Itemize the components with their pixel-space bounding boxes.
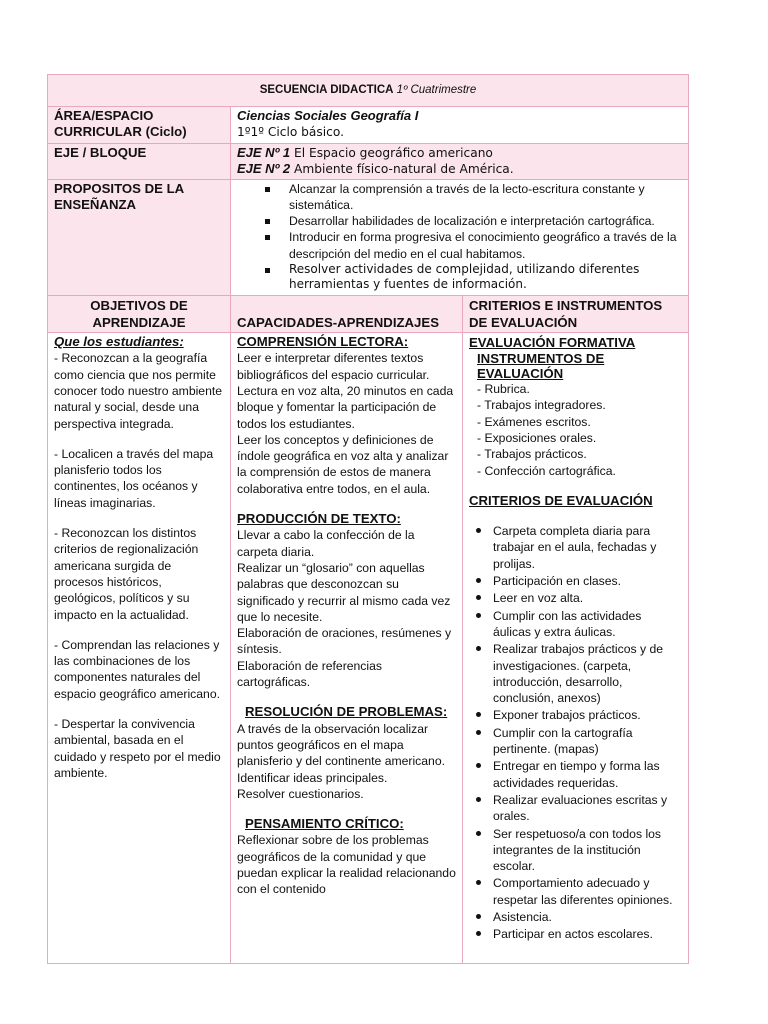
evaluacion-cell [463,333,689,964]
eje-label: EJE / BLOQUE [48,144,231,180]
area-row [48,107,689,144]
capacidad-line: Realizar un “glosario” con aquellas palabras que desconozcan su significado y recurrir al mismo cada vez que lo necesite. [237,560,451,624]
title-main: SECUENCIA DIDACTICA [259,83,394,96]
criterio-item: Ser respetuoso/a con todos los integrantes de la institución escolar. [471,826,682,875]
instrumento-item: - Rubrica. [477,382,530,397]
capacidad-line: Reflexionar sobre de los problemas geográficos de la comunidad y que puedan explicar la realidad relacionando con el contenido [237,833,456,897]
document-title [48,75,689,107]
propositos-label: PROPOSITOS DE LA ENSEÑANZA [48,179,231,295]
instrumento-item: - Trabajos integradores. [477,398,606,413]
criterio-item: Realizar trabajos prácticos y de investigaciones. (carpeta, introducción, desarrollo, conclusión, anexos) [471,641,682,706]
criterio-item: Carpeta completa diaria para trabajar en el aula, fechadas y prolijas. [471,523,682,572]
criterio-item: Asistencia. [471,909,682,925]
criterio-item: Cumplir con la cartografía pertinente. (mapas) [471,725,682,758]
secuencia-table [47,74,689,964]
objetivo-item: - Reconozcan a la geografía como ciencia que nos permite conocer todo nuestro ambiente natural y social, desde una perspectiva integrada. [54,351,223,431]
propositos-list [237,181,682,292]
instrumento-item: - Exposiciones orales. [477,430,597,445]
headers-row [48,296,689,333]
capacidad-line: A través de la observación localizar puntos geográficos en el mapa planisferio y del continente americano. [237,721,445,769]
criterios-title: CRITERIOS DE EVALUACIÓN [469,492,653,508]
instrumento-item: - Trabajos prácticos. [477,447,587,462]
area-value [231,107,689,144]
capacidad-line: Leer los conceptos y definiciones de índole geográfica en voz alta y analizar la comprensión de estos de manera colaborativa entre todos, en el aula. [237,432,449,496]
objetivo-item: - Reconozcan los distintos criterios de regionalización americana surgida de procesos históricos, geológicos, políticos y su impacto en la actualidad. [54,526,199,622]
instrumentos-title: INSTRUMENTOS DE EVALUACIÓN [477,351,605,382]
capacidad-line: Lectura en voz alta, 20 minutos en cada bloque y fomentar la participación de todos los estudiantes. [237,383,454,431]
area-value-text: 1º1º Ciclo básico. [237,125,344,140]
eje1-bold: EJE Nº 1 [237,145,291,160]
criterio-item: Exponer trabajos prácticos. [471,707,682,723]
criterio-item: Entregar en tiempo y forma las actividades requeridas. [471,758,682,791]
criterio-item: Comportamiento adecuado y respetar las diferentes opiniones. [471,875,682,908]
objetivos-intro: Que los estudiantes: [54,334,184,350]
criterio-item: Cumplir con las actividades áulicas y extra áulicas. [471,608,682,641]
objetivo-item: - Localicen a través del mapa planisferio todos los continentes, los océanos y líneas imaginarias. [54,446,214,510]
eje-value [231,144,689,180]
capacidad-line: Llevar a cabo la confección de la carpeta diaria. [237,528,415,559]
objetivo-item: - Despertar la convivencia ambiental, basada en el cuidado y respeto por el medio ambiente. [54,717,221,780]
capacidad-line: Identificar ideas principales. [237,770,388,785]
eje1-text: El Espacio geográfico americano [290,146,493,160]
header-criterios: CRITERIOS E INSTRUMENTOS DE EVALUACIÓN [463,296,689,333]
criterio-item: Realizar evaluaciones escritas y orales. [471,792,682,825]
produccion-title: PRODUCCIÓN DE TEXTO: [237,511,401,527]
header-capacidades: CAPACIDADES-APRENDIZAJES [231,296,463,333]
proposito-item: Desarrollar habilidades de localización e interpretación cartográfica. [261,213,682,229]
capacidades-cell [231,333,463,964]
objetivos-cell [48,333,231,964]
proposito-item: Alcanzar la comprensión a través de la lecto-escritura constante y sistemática. [261,181,682,214]
capacidad-line: Leer e interpretar diferentes textos bibliográficos del espacio curricular. [237,351,430,382]
instrumento-item: - Confección cartográfica. [477,463,616,478]
objetivo-item: - Comprendan las relaciones y las combinaciones de los componentes naturales del espacio geográfico americano. [54,637,220,701]
evaluacion-formativa: EVALUACIÓN FORMATIVA [469,335,636,351]
capacidad-line: Resolver cuestionarios. [237,786,364,801]
title-row [48,75,689,107]
proposito-item: Resolver actividades de complejidad, utilizando diferentes herramientas y fuentes de información. [261,262,682,292]
header-objetivos: OBJETIVOS DE APRENDIZAJE [48,296,231,333]
criterio-item: Participar en actos escolares. [471,926,682,942]
propositos-row [48,179,689,295]
instrumento-item: - Exámenes escritos. [477,414,591,429]
area-value-bold: Ciencias Sociales Geografía I [237,108,419,123]
title-sub: 1º Cuatrimestre [396,83,477,96]
criterio-item: Leer en voz alta. [471,590,682,606]
comprension-title: COMPRENSIÓN LECTORA: [237,334,409,350]
criterio-item: Participación en clases. [471,573,682,589]
pensamiento-title: PENSAMIENTO CRÍTICO: [245,816,404,832]
capacidad-line: Elaboración de oraciones, resúmenes y síntesis. [237,626,452,657]
area-label: ÁREA/ESPACIO CURRICULAR (Ciclo) [48,107,231,144]
eje2-text: Ambiente físico-natural de América. [290,162,514,177]
criterios-list [469,523,682,942]
proposito-item: Introducir en forma progresiva el conocimiento geográfico a través de la descripción del medio en el cual habitamos. [261,229,682,262]
resolucion-title: RESOLUCIÓN DE PROBLEMAS: [245,704,448,720]
content-row [48,333,689,964]
capacidad-line: Elaboración de referencias cartográficas. [237,658,382,690]
eje2-bold: EJE Nº 2 [237,161,291,177]
document-page [47,74,688,968]
eje-row [48,144,689,180]
propositos-list-cell [231,179,689,295]
